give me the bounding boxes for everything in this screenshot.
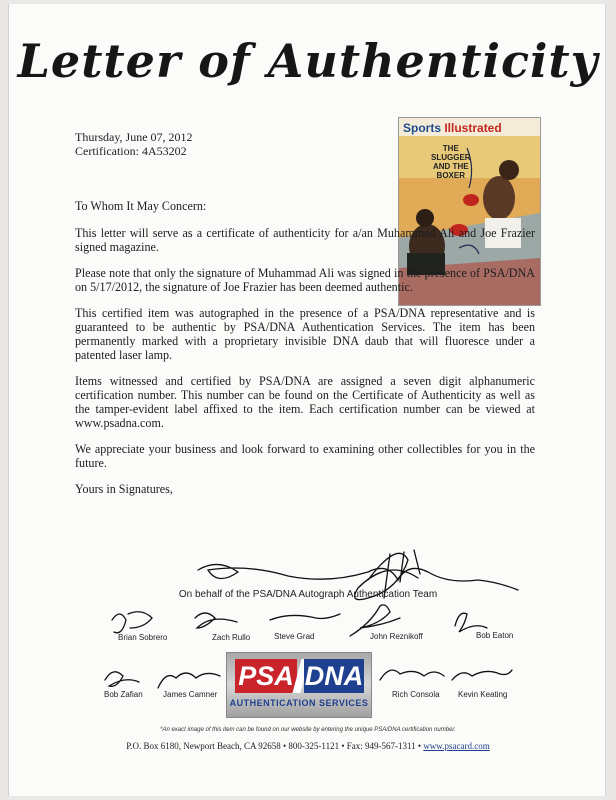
signer-name: Rich Consola: [392, 690, 440, 699]
psa-dna-logo: [226, 652, 372, 718]
team-caption: On behalf of the PSA/DNA Autograph Authentication Team: [178, 589, 438, 600]
logo-psa: PSA: [235, 659, 297, 693]
signer-name: Bob Zafian: [104, 690, 143, 699]
letter-body: [75, 199, 535, 496]
logo-dna: DNA: [304, 661, 364, 691]
footer-note: *An exact image of this item can be found on our website by entering the unique PSA/DNA certification number.: [160, 727, 456, 733]
paragraph-2: Please note that only the signature of Muhammad Ali was signed in the presence of PSA/DNA on 5/17/2012, the signature of Joe Frazier has been deemed authentic.: [75, 266, 535, 294]
signer-name: Zach Rullo: [212, 633, 251, 642]
website-link[interactable]: www.psacard.com: [423, 741, 490, 751]
paragraph-4: Items witnessed and certified by PSA/DNA are assigned a seven digit alphanumeric certification number. This number can be found on the Certificate of Authenticity as well as the tamper-evident label affixed to the item. Each certification number can be viewed at www.psadna.com.: [75, 374, 535, 430]
letter-date: Thursday, June 07, 2012: [75, 130, 193, 144]
certification-number: Certification: 4A53202: [75, 144, 187, 158]
paragraph-3: This certified item was autographed in the presence of a PSA/DNA representative and is guaranteed to be authentic by PSA/DNA Authentication Services. The item has been permanently marked with a proprietary invisible DNA daub that will fluoresce under a patented laser lamp.: [75, 306, 535, 362]
letter-meta: [75, 130, 193, 158]
signer-name: Steve Grad: [274, 632, 315, 641]
footer-address: P.O. Box 6180, Newport Beach, CA 92658 • 800-325-1121 • Fax: 949-567-1311 • www.psacard.com: [126, 741, 490, 751]
cover-headline: THE SLUGGER AND THE BOXER: [431, 144, 471, 180]
signer-name: Kevin Keating: [458, 690, 508, 699]
cover-masthead: Sports Illustrated: [403, 121, 502, 135]
closing: Yours in Signatures,: [75, 482, 173, 496]
signer-name: Brian Sobrero: [118, 633, 168, 642]
signer-name: James Camner: [163, 690, 218, 699]
logo-subtitle: AUTHENTICATION SERVICES: [229, 698, 369, 708]
signer-name: John Reznikoff: [370, 632, 423, 641]
signer-name: Bob Eaton: [476, 631, 514, 640]
salutation: To Whom It May Concern:: [75, 199, 207, 213]
paragraph-1: This letter will serve as a certificate of authenticity for a/an Muhammad Ali and Joe Frazier signed magazine.: [75, 226, 535, 254]
page-title: Letter of Authenticity: [17, 34, 599, 88]
paragraph-5: We appreciate your business and look forward to examining other collectibles for you in the future.: [75, 442, 535, 470]
